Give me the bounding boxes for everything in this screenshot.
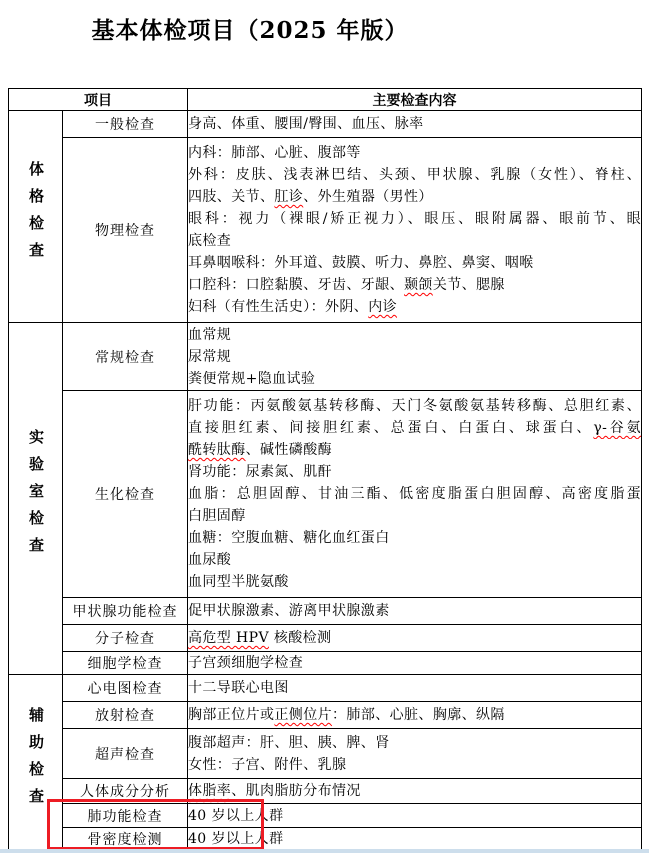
- content-cell-bone: [188, 828, 642, 851]
- content-cell-biochem: [188, 391, 642, 598]
- row-label-bone: 骨密度检测: [63, 828, 188, 851]
- group-label-laboratory: 实验室检查: [27, 429, 45, 564]
- content-line: [188, 439, 641, 461]
- row-physical-exam: [9, 138, 642, 323]
- row-label-physical: 物理检查: [63, 138, 188, 323]
- row-routine-exam: [9, 323, 642, 391]
- group-label-physique: 体格检查: [27, 160, 45, 269]
- content-line: 外科：皮肤、浅表淋巴结、头颈、甲状腺、乳腺（女性）、脊柱、: [188, 167, 641, 183]
- row-bone-density: [9, 828, 642, 851]
- group-cell-physique: [9, 111, 63, 323]
- row-label-general: 一般检查: [63, 111, 188, 138]
- content-line: 白胆固醇: [188, 508, 246, 524]
- content-line: [188, 780, 641, 802]
- content-cell-ecg: [188, 675, 642, 702]
- content-text: 、外生殖器（男性）: [303, 189, 433, 205]
- header-item: 项目: [9, 89, 188, 111]
- row-label-ecg: 心电图检查: [63, 675, 188, 702]
- content-line: [188, 627, 641, 649]
- row-bodycomp-analysis: [9, 779, 642, 804]
- row-ecg-exam: [9, 675, 642, 702]
- content-cell-general: [188, 111, 642, 138]
- content-line: 底检查: [188, 233, 232, 249]
- content-line: 粪便常规+隐血试验: [188, 370, 316, 387]
- content-line: 促甲状腺激素、游离甲状腺激素: [188, 603, 390, 619]
- row-ultrasound-exam: [9, 729, 642, 779]
- row-molecular-exam: [9, 625, 642, 652]
- row-biochem-exam: [9, 391, 642, 598]
- content-text: ：肺部、心脏、胸廓、纵隔: [332, 707, 505, 723]
- misspell-squiggle: γ-谷氨: [593, 420, 641, 436]
- content-cell-molecular: [188, 625, 642, 652]
- content-cell-physical: [188, 138, 642, 323]
- content-line: 耳鼻咽喉科：外耳道、鼓膜、听力、鼻腔、鼻窦、咽喉: [188, 255, 534, 271]
- row-radiology-exam: [9, 702, 642, 729]
- misspell-squiggle: 正侧位片: [274, 707, 333, 723]
- content-cell-bodycomp: [188, 779, 642, 804]
- group-cell-auxiliary: [9, 675, 63, 851]
- content-line: 40 岁以上人群: [188, 807, 284, 824]
- page-bottom-edge: [0, 849, 649, 853]
- content-line: [188, 186, 641, 208]
- content-line: 血脂：总胆固醇、甘油三酯、低密度脂蛋白胆固醇、高密度脂蛋: [188, 486, 641, 502]
- content-text: 妇科（有性生活史）：外阴、: [188, 299, 369, 315]
- content-line: 肾功能：尿素氮、肌酐: [188, 464, 332, 480]
- row-thyroid-exam: [9, 598, 642, 625]
- row-label-biochem: 生化检查: [63, 391, 188, 598]
- group-label-auxiliary: 辅助检查: [27, 706, 45, 815]
- content-line: 眼科：视力（裸眼/矫正视力）、眼压、眼附属器、眼前节、眼: [188, 211, 641, 227]
- misspell-squiggle: 肛诊: [274, 189, 304, 205]
- group-cell-laboratory: [9, 323, 63, 675]
- content-text: 胸部正位片或: [188, 707, 275, 723]
- content-cell-ultrasound: [188, 729, 642, 779]
- row-label-bodycomp: 人体成分分析: [63, 779, 188, 804]
- content-text: 口腔科：口腔黏膜、牙齿、牙龈、: [188, 277, 404, 293]
- content-text: 直接胆红素、间接胆红素、总蛋白、白蛋白、球蛋白、: [188, 420, 594, 436]
- content-line: 尿常规: [188, 348, 232, 365]
- content-line: 十二导联心电图: [188, 680, 289, 696]
- content-text: 核酸检测: [269, 630, 332, 646]
- content-line: 肝功能：丙氨酸氨基转移酶、天门冬氨酸氨基转移酶、总胆红素、: [188, 398, 641, 414]
- row-label-cytology: 细胞学检查: [63, 652, 188, 675]
- content-cell-radiology: [188, 702, 642, 729]
- content-cell-thyroid: [188, 598, 642, 625]
- content-line: 子宫颈细胞学检查: [188, 655, 304, 671]
- row-cytology-exam: [9, 652, 642, 675]
- page-title: 基本体检项目（2025 年版）: [91, 17, 409, 44]
- row-general-exam: [9, 111, 642, 138]
- header-content: 主要检查内容: [188, 89, 642, 111]
- exam-table: [8, 88, 642, 851]
- misspell-squiggle: 体脂率: [188, 783, 232, 799]
- content-cell-cytology: [188, 652, 642, 675]
- row-label-ultrasound: 超声检查: [63, 729, 188, 779]
- content-text: 、肌肉脂肪分布情况: [231, 783, 361, 799]
- content-cell-lung: [188, 804, 642, 828]
- misspell-squiggle: 内诊: [368, 299, 398, 315]
- row-lung-function: [9, 804, 642, 828]
- content-line: 女性：子宫、附件、乳腺: [188, 756, 347, 773]
- table-header-row: [9, 89, 642, 111]
- content-line: 40 岁以上人群: [188, 831, 284, 847]
- row-label-routine: 常规检查: [63, 323, 188, 391]
- content-text: 四肢、关节、: [188, 189, 275, 205]
- content-line: 内科：肺部、心脏、腹部等: [188, 145, 361, 161]
- content-line: 身高、体重、腰围/臀围、血压、脉率: [188, 116, 424, 132]
- content-line: [188, 274, 641, 296]
- row-label-radiology: 放射检查: [63, 702, 188, 729]
- row-label-molecular: 分子检查: [63, 625, 188, 652]
- content-line: [188, 704, 641, 726]
- row-label-lung: 肺功能检查: [63, 804, 188, 828]
- content-cell-routine: [188, 323, 642, 391]
- content-line: [188, 296, 641, 318]
- misspell-squiggle: 酰转肽酶: [188, 442, 246, 458]
- row-label-thyroid: 甲状腺功能检查: [63, 598, 188, 625]
- content-text: 、碱性磷酸酶: [245, 442, 333, 458]
- content-line: 血同型半胱氨酸: [188, 574, 289, 590]
- content-line: 腹部超声：肝、胆、胰、脾、肾: [188, 734, 390, 751]
- content-line: [188, 417, 641, 439]
- content-line: 血常规: [188, 326, 232, 343]
- content-line: 血尿酸: [188, 552, 232, 568]
- content-text: 关节、腮腺: [432, 277, 505, 293]
- misspell-squiggle: 高危型 HPV: [188, 630, 269, 646]
- misspell-squiggle: 颞颌: [404, 277, 433, 293]
- content-line: 血糖：空腹血糖、糖化血红蛋白: [188, 530, 390, 546]
